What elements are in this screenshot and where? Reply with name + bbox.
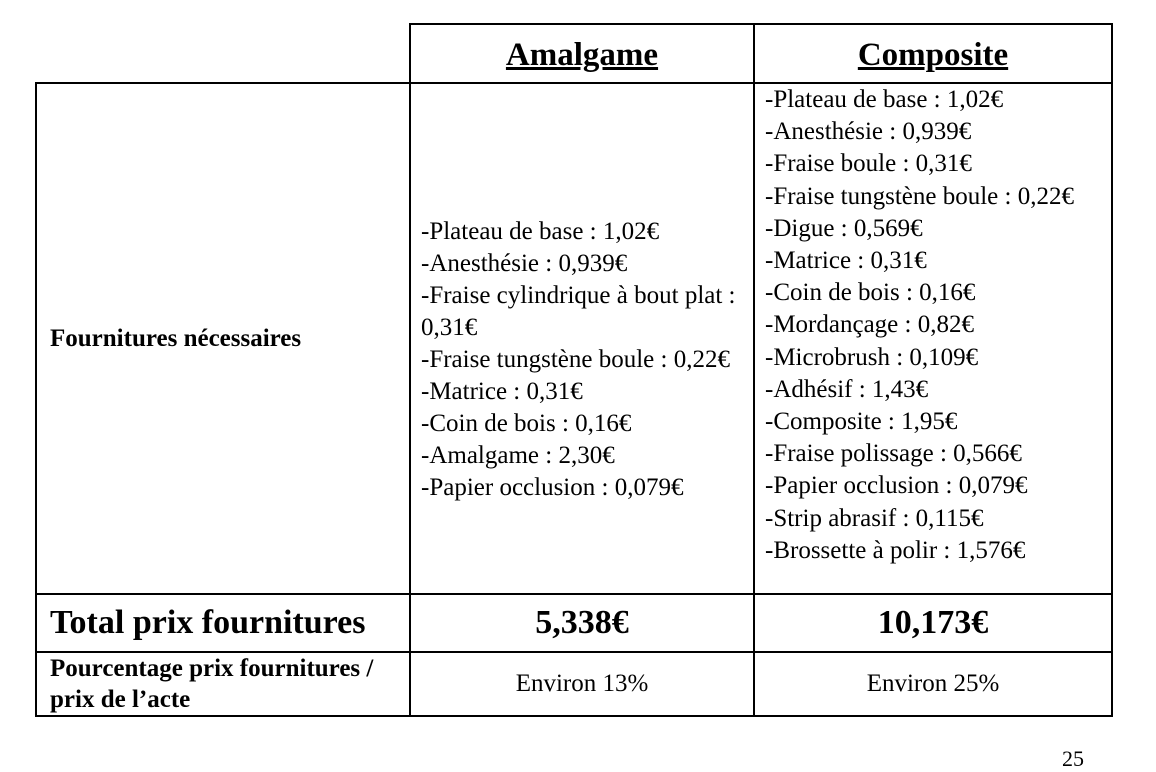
header-composite: Composite xyxy=(754,24,1112,83)
supply-item: -Coin de bois : 0,16€ xyxy=(765,279,976,307)
supply-item: -Digue : 0,569€ xyxy=(765,214,923,242)
total-composite: 10,173€ xyxy=(754,594,1112,652)
supplies-label: Fournitures nécessaires xyxy=(36,83,410,594)
supplies-comparison-table xyxy=(35,23,1113,717)
header-amalgame: Amalgame xyxy=(410,24,754,83)
supply-item: -Matrice : 0,31€ xyxy=(421,377,583,405)
supply-item: -Fraise tungstène boule : 0,22€ xyxy=(765,182,1074,210)
header-row xyxy=(36,24,1112,83)
percentage-amalgame: Environ 13% xyxy=(410,652,754,716)
supply-item: -Plateau de base : 1,02€ xyxy=(765,86,1004,113)
percentage-row xyxy=(36,652,1112,716)
supply-item: -Papier occlusion : 0,079€ xyxy=(765,472,1028,500)
supply-item: -Composite : 1,95€ xyxy=(765,408,958,436)
supply-item: -Matrice : 0,31€ xyxy=(765,247,927,275)
percentage-label: Pourcentage prix fournitures / prix de l’acte xyxy=(36,652,410,716)
total-amalgame: 5,338€ xyxy=(410,594,754,652)
supplies-row xyxy=(36,83,1112,594)
supply-item: -Amalgame : 2,30€ xyxy=(421,441,615,469)
supply-item: -Mordançage : 0,82€ xyxy=(765,311,974,339)
supply-item: -Coin de bois : 0,16€ xyxy=(421,409,632,437)
supply-item: -Strip abrasif : 0,115€ xyxy=(765,504,984,532)
supply-item: -Anesthésie : 0,939€ xyxy=(421,249,628,277)
page-number: 25 xyxy=(1062,746,1084,771)
supply-item: -Anesthésie : 0,939€ xyxy=(765,118,972,146)
supply-item: -Adhésif : 1,43€ xyxy=(765,375,929,403)
supply-item: -Fraise cylindrique à bout plat : 0,31€ xyxy=(421,281,736,341)
supply-item: -Brossette à polir : 1,576€ xyxy=(765,536,1026,564)
total-row xyxy=(36,594,1112,652)
amalgame-supplies-list xyxy=(410,83,754,594)
supply-item: -Papier occlusion : 0,079€ xyxy=(421,473,684,501)
total-label: Total prix fournitures xyxy=(36,594,410,652)
composite-supplies-list xyxy=(754,83,1112,594)
empty-corner-cell xyxy=(36,24,410,83)
supply-item: -Fraise tungstène boule : 0,22€ xyxy=(421,345,730,373)
percentage-composite: Environ 25% xyxy=(754,652,1112,716)
supply-item: -Plateau de base : 1,02€ xyxy=(421,217,660,245)
supply-item: -Fraise boule : 0,31€ xyxy=(765,150,972,178)
supply-item: -Fraise polissage : 0,566€ xyxy=(765,440,1022,468)
supply-item: -Microbrush : 0,109€ xyxy=(765,343,979,371)
